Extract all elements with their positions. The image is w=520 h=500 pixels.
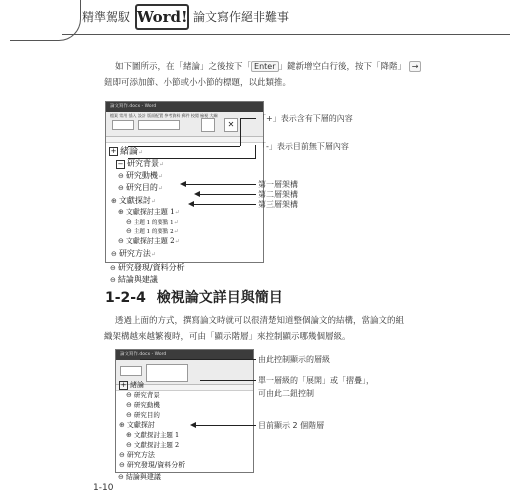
f1-outline-item-11[interactable]: [110, 262, 185, 273]
f1-outline-item-1[interactable]: + 緒論↵: [110, 147, 144, 157]
plus-icon: ⊕: [126, 431, 132, 439]
minus-icon: ⊖: [126, 411, 132, 419]
outline-text: 文獻探討主題 2: [133, 441, 180, 449]
close-outline-icon[interactable]: ✕: [224, 118, 238, 132]
plus-callout-hline: [240, 118, 256, 119]
f1-outline-item-10[interactable]: ⊖ 研究方法↵: [111, 249, 156, 258]
f2-outline-item-1[interactable]: [119, 380, 144, 390]
minus-icon: ⊖: [118, 473, 124, 481]
plus-callout-vline: [240, 118, 241, 146]
minus-icon: ⊖: [119, 451, 125, 459]
f1-outline-item-3[interactable]: ⊖ 研究動機↵: [118, 171, 163, 180]
outline-text: 研究目的: [125, 183, 158, 192]
demote-arrow-icon: →: [409, 61, 422, 72]
level2-line: [200, 194, 256, 195]
outline-text: 研究背景: [127, 159, 159, 168]
header-right-text: 論文寫作絕非難事: [193, 10, 290, 24]
intro-line-1: [115, 60, 421, 72]
outline-text: 文獻探討: [126, 421, 155, 429]
figure2-titlebar: 論文寫作.docx - Word: [116, 350, 253, 360]
minus-icon: ⊖: [126, 391, 132, 399]
show-document-button[interactable]: [201, 118, 215, 132]
level2-callout: 第二層架構: [258, 190, 298, 199]
outline-text: 研究發現/資料分析: [117, 263, 185, 272]
f2-outline-item-7[interactable]: [126, 440, 179, 449]
outline-marker: ⊖: [118, 184, 124, 192]
minus-callout-line: [128, 158, 256, 159]
minus-icon: ⊖: [126, 441, 132, 449]
outline-text: 研究目的: [133, 411, 160, 419]
outline-marker: ⊖: [110, 276, 116, 284]
section-number: 1-2-4: [105, 290, 146, 306]
outline-text: 研究方法: [126, 451, 155, 459]
f2-outline-item-2[interactable]: [126, 390, 160, 399]
outline-marker: ⊕: [118, 208, 124, 216]
header-rule: [62, 34, 510, 35]
body-line-2: 織架構越來越繁複時，可由「顯示階層」來控制顯示哪幾個層級。: [104, 332, 351, 342]
figure1-ribbon-tabs: 檔案 常用 插入 設計 版面配置 參考資料 郵件 校閱 檢視 大綱: [110, 113, 218, 118]
outline-text: 結論與建議: [125, 473, 161, 481]
outline-marker: ⊖: [126, 227, 132, 235]
outline-marker: ⊖: [111, 250, 117, 258]
expand-callout-b: 可由此二鈕控制: [258, 389, 314, 398]
minus-callout: 「-」表示目前無下層內容: [258, 142, 349, 151]
expand-callout-line: [200, 380, 256, 381]
minus-callout-vline: [255, 145, 256, 158]
control-callout: 由此控制顯示的層級: [258, 355, 330, 364]
current-level-callout: 目前顯示 2 個階層: [258, 421, 325, 430]
section-heading: [105, 287, 283, 307]
f1-outline-item-6[interactable]: ⊕ 文獻探討主題 1↵: [118, 208, 180, 216]
f1-outline-item-4[interactable]: ⊖ 研究目的↵: [118, 183, 163, 192]
f1-outline-item-8[interactable]: ⊖ 主題 1 的要點 2↵: [126, 227, 179, 235]
f1-outline-item-9[interactable]: ⊖ 文獻探討主題 2↵: [118, 237, 180, 245]
word-badge: Word!: [135, 4, 189, 30]
f2-outline-item-5[interactable]: [119, 420, 155, 430]
page-number: 1-10: [93, 483, 114, 493]
outline-text: 研究背景: [133, 391, 160, 399]
intro-text-a: 如下圖所示，在「緒論」之後按下「: [115, 62, 252, 72]
f2-outline-item-9[interactable]: [119, 460, 185, 470]
minus-icon: ⊖: [119, 461, 125, 469]
expand-callout-a: 單一層級的「展開」或「摺疊」，: [258, 376, 374, 385]
enter-key: Enter: [251, 61, 278, 72]
outline-marker: ⊖: [118, 237, 124, 245]
outline-text: 文獻探討主題 1: [133, 431, 180, 439]
f2-outline-item-3[interactable]: [126, 400, 160, 409]
outline-text: 緒論: [130, 381, 144, 389]
level3-callout: 第三層架構: [258, 200, 298, 209]
plus-icon: ⊕: [119, 421, 125, 429]
outline-text: 研究動機: [125, 171, 158, 180]
f2-outline-item-8[interactable]: [119, 450, 155, 460]
f1-outline-item-7[interactable]: ⊖ 主題 1 的要點 1↵: [126, 218, 179, 226]
outline-text: 主題 1 的要點 1: [133, 220, 174, 226]
show-level-dropdown[interactable]: [120, 366, 142, 376]
outline-marker: ⊕: [111, 197, 117, 205]
outline-text: 緒論: [120, 147, 139, 157]
intro-text-b: 」鍵新增空白行後，按下「降階」: [278, 62, 407, 72]
level1-line: [186, 184, 256, 185]
plus-callout-line: [128, 146, 240, 147]
outline-text: 主題 1 的要點 2: [133, 229, 174, 235]
outline-text: 研究方法: [118, 249, 151, 258]
plus-box-icon: +: [110, 147, 117, 155]
outline-marker: ⊖: [110, 264, 116, 272]
f2-outline-item-6[interactable]: [126, 430, 179, 439]
level-menu[interactable]: [146, 364, 188, 382]
f2-outline-item-4[interactable]: [126, 410, 160, 419]
outline-text: 結論與建議: [117, 275, 158, 284]
section-title: 檢視論文詳目與簡目: [156, 290, 283, 306]
control-callout-line: [140, 359, 256, 360]
body-line-1: 透過上面的方式，撰寫論文時就可以很清楚知道整個論文的結構，當論文的組: [115, 316, 405, 326]
level1-callout: 第一層架構: [258, 180, 298, 189]
intro-line-2: 鈕即可添加節、小節或小小節的標題，以此類推。: [104, 78, 292, 88]
level3-line: [194, 204, 256, 205]
figure1-titlebar: 論文寫作.docx - Word: [106, 102, 263, 112]
outline-text: 文獻探討主題 1: [125, 208, 175, 216]
outline-text: 研究動機: [133, 401, 160, 409]
f1-outline-item-2[interactable]: − 研究背景↵: [117, 159, 165, 168]
f1-outline-item-5[interactable]: ⊕ 文獻探討↵: [111, 196, 156, 205]
outline-level-box[interactable]: [112, 120, 134, 130]
minus-box-icon: −: [117, 159, 124, 168]
outline-text: 文獻探討主題 2: [125, 237, 175, 245]
figure2-screenshot: [115, 349, 254, 473]
outline-tools[interactable]: [138, 120, 180, 130]
outline-marker: ⊖: [126, 218, 132, 226]
current-level-line: [196, 425, 256, 426]
outline-text: 研究發現/資料分析: [126, 461, 186, 469]
f2-outline-item-10[interactable]: [118, 472, 161, 482]
header-left-text: 精準駕馭: [82, 10, 131, 24]
outline-text: 文獻探討: [118, 196, 151, 205]
plus-callout: 「+」表示含有下層的內容: [258, 114, 353, 123]
f1-outline-item-12[interactable]: [110, 274, 158, 285]
minus-icon: ⊖: [126, 401, 132, 409]
outline-marker: ⊖: [118, 172, 124, 180]
plus-box-icon: +: [120, 380, 127, 389]
